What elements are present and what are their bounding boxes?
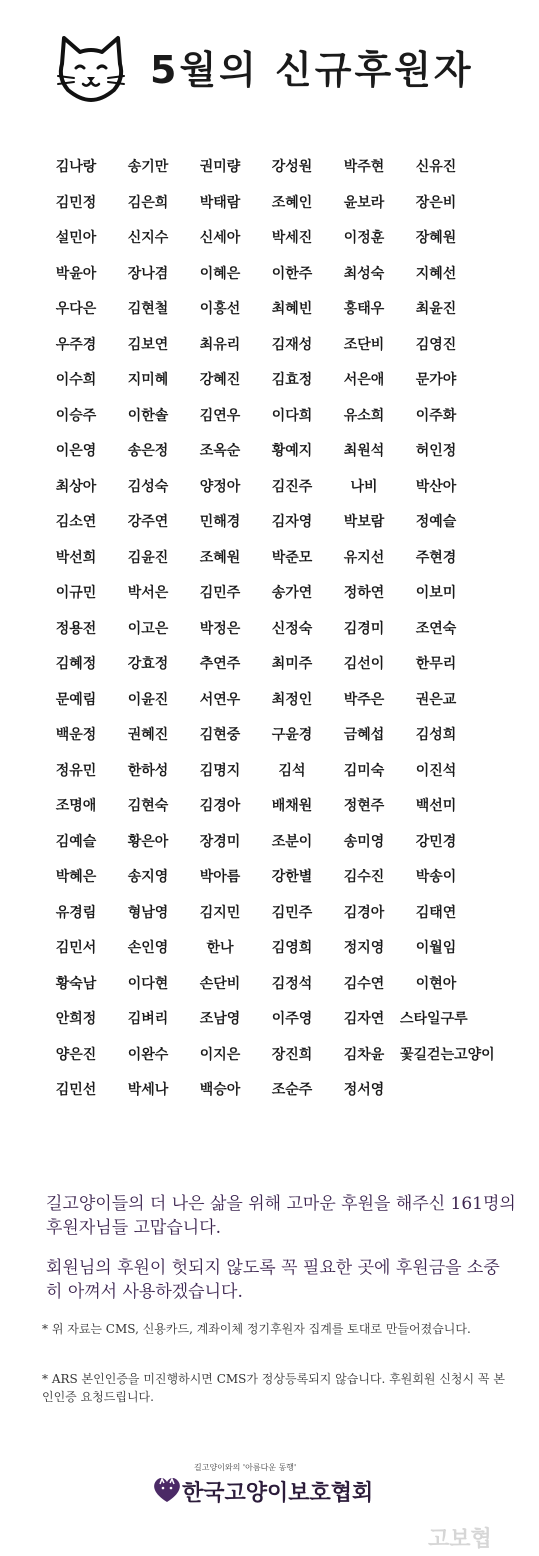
donor-name: 김수진 [343, 869, 385, 885]
ars-auth-note: * ARS 본인인증을 미진행하시면 CMS가 정상등록되지 않습니다. 후원회원 신청시 꼭 본인인증 요청드립니다. [42, 1372, 505, 1404]
donor-name: 안희정 [55, 1011, 97, 1027]
donor-name: 백선미 [415, 798, 457, 814]
donor-name: 추연주 [199, 656, 241, 672]
org-tagline: 길고양이와의 '아름다운 동행' [194, 1463, 297, 1472]
donor-name: 장진희 [271, 1046, 313, 1063]
donor-name: 김미숙 [343, 762, 385, 779]
donor-name: 나비 [350, 478, 378, 495]
donor-name: 김혜정 [55, 656, 97, 672]
donor-name: 강혜진 [199, 372, 241, 388]
donor-name: 최혜빈 [271, 301, 313, 317]
donor-name: 문가야 [415, 372, 457, 388]
donor-name: 장경미 [199, 833, 241, 850]
donor-name: 유경림 [55, 904, 97, 921]
donor-name: 박산아 [415, 478, 457, 495]
donor-name: 양정아 [199, 478, 241, 495]
donor-name: 박태람 [199, 194, 241, 211]
donor-name: 최윤진 [415, 301, 457, 317]
donor-name: 이고은 [127, 620, 169, 637]
donor-name: 최성숙 [343, 265, 385, 282]
donor-name: 한나 [206, 940, 234, 956]
organization-logo [150, 1462, 390, 1512]
header [0, 0, 539, 120]
donor-name: 김은희 [127, 194, 169, 211]
thanks-message: 길고양이들의 더 나은 삶을 위해 고마운 후원을 해주신 161명의 후원자님들 고맙습니다. [46, 1194, 516, 1238]
donor-name: 이규민 [55, 585, 97, 601]
donor-name: 이주화 [415, 407, 457, 424]
donor-name-grid [40, 150, 530, 1109]
donor-name: 이정훈 [343, 230, 385, 246]
donor-name: 김효정 [271, 372, 313, 388]
donor-name: 유지선 [343, 549, 385, 566]
donor-name: 황은아 [127, 833, 169, 850]
donor-name: 최유리 [199, 336, 241, 353]
donor-name: 주현경 [415, 549, 457, 566]
donor-name: 김성숙 [127, 478, 169, 495]
donor-name: 이진석 [415, 762, 457, 779]
donor-name: 김지민 [199, 904, 241, 921]
donor-name: 정지영 [343, 940, 385, 956]
donor-name: 정현주 [343, 798, 385, 814]
donor-name: 김정석 [271, 975, 313, 992]
donor-name: 지미혜 [127, 372, 169, 388]
donor-name: 김진주 [271, 478, 313, 495]
donor-name: 김영희 [271, 940, 313, 956]
donor-name: 서은애 [343, 372, 385, 388]
donor-name: 금혜섭 [343, 727, 385, 743]
donor-name: 송지영 [127, 869, 169, 885]
donor-name: 강주연 [127, 514, 169, 530]
donor-name: 박정은 [199, 620, 241, 637]
donor-name: 이홍선 [199, 301, 241, 317]
donor-name: 조옥순 [199, 443, 241, 459]
donor-name: 박윤아 [55, 265, 97, 282]
donor-name: 조분이 [271, 833, 313, 850]
donor-name: 김나랑 [55, 159, 97, 175]
donor-name: 구윤경 [271, 727, 313, 743]
heart-cat-logo-icon [150, 1472, 184, 1506]
donor-name: 신지수 [127, 230, 169, 246]
donor-name: 김보연 [127, 336, 169, 353]
donor-name: 이한주 [271, 265, 313, 282]
donor-name: 김경아 [343, 904, 385, 921]
donor-name: 김자연 [343, 1011, 385, 1027]
donor-name: 양은진 [55, 1046, 97, 1063]
donor-name: 우다은 [55, 301, 97, 317]
donor-name: 조혜인 [271, 194, 313, 211]
donor-name: 민해경 [199, 514, 241, 530]
donor-name: 권혜진 [127, 727, 169, 743]
donor-name: 박혜은 [55, 869, 97, 885]
donor-name: 신세아 [199, 230, 241, 246]
donor-name: 이은영 [55, 443, 97, 459]
donor-name: 박서은 [127, 585, 169, 601]
donor-name: 김현철 [127, 301, 169, 317]
donor-name: 김민주 [271, 904, 313, 921]
donor-name: 정유민 [55, 762, 97, 779]
donor-name: 황예지 [271, 443, 313, 459]
donor-name: 신정숙 [271, 620, 313, 637]
donor-name: 김민주 [199, 585, 241, 601]
donor-name: 조남영 [199, 1011, 241, 1027]
donor-name: 형남영 [127, 904, 169, 921]
watermark: 고보협 [428, 1527, 492, 1552]
donor-name: 박세나 [127, 1082, 169, 1098]
donor-name: 이현아 [415, 975, 457, 992]
donor-name: 신유진 [415, 159, 457, 175]
donor-name: 이윤진 [127, 691, 169, 708]
donor-name: 한무리 [415, 656, 457, 672]
donor-name: 이완수 [127, 1046, 169, 1063]
donor-name: 이지은 [199, 1046, 241, 1063]
donor-name: 손단비 [199, 975, 241, 992]
donor-name: 조순주 [271, 1082, 313, 1098]
donor-name: 정하연 [343, 585, 385, 601]
donor-name: 김경아 [199, 798, 241, 814]
donor-name: 백운정 [55, 727, 97, 743]
donor-name: 박주은 [343, 691, 385, 708]
donor-name: 이다희 [271, 407, 313, 424]
donor-name: 박세진 [271, 230, 313, 246]
donor-name: 허인정 [415, 443, 457, 459]
donor-name: 유소희 [343, 407, 385, 424]
donor-name: 박보람 [343, 514, 385, 530]
donor-name: 장혜원 [415, 230, 457, 246]
donor-name: 김벼리 [127, 1011, 169, 1027]
donor-name: 스타일구루 [400, 1011, 468, 1027]
donor-name: 김선이 [343, 656, 385, 672]
donor-name: 이한솔 [127, 407, 169, 424]
donor-name: 김민선 [55, 1082, 97, 1098]
donor-name: 김차윤 [343, 1046, 385, 1063]
donor-name: 최정인 [271, 691, 313, 708]
data-source-note: * 위 자료는 CMS, 신용카드, 계좌이체 정기후원자 집계를 토대로 만들어졌습니다. [42, 1322, 471, 1336]
promise-message: 회원님의 후원이 헛되지 않도록 꼭 필요한 곳에 후원금을 소중히 아껴서 사용하겠습니다. [46, 1258, 500, 1302]
donor-name: 정용전 [55, 620, 97, 637]
page-title: 5월의 신규후원자 [150, 48, 474, 92]
donor-name: 장나겸 [127, 265, 169, 282]
donor-name: 김명지 [199, 762, 241, 779]
donor-name: 이주영 [271, 1011, 313, 1027]
donor-name: 정예슬 [415, 514, 457, 530]
donor-name: 조단비 [343, 336, 385, 353]
donor-name: 김태연 [415, 904, 457, 921]
donor-name: 권은교 [415, 691, 457, 708]
donor-name: 김소연 [55, 514, 97, 530]
donor-name: 최상아 [55, 478, 97, 495]
donor-name: 김재성 [271, 336, 313, 353]
donor-name: 김경미 [343, 620, 385, 637]
donor-name: 박준모 [271, 549, 313, 566]
cat-face-icon [52, 34, 130, 102]
donor-name: 윤보라 [343, 194, 385, 211]
donor-name: 최원석 [343, 443, 385, 459]
donor-name: 조명애 [55, 798, 97, 814]
donor-name: 이다현 [127, 975, 169, 992]
donor-name: 설민아 [55, 230, 97, 246]
donor-name: 정서영 [343, 1082, 385, 1098]
donor-name: 김예슬 [55, 833, 97, 850]
donor-name: 이승주 [55, 407, 97, 424]
donor-name: 강한별 [271, 869, 313, 885]
donor-name: 이혜은 [199, 265, 241, 282]
donor-name: 송은정 [127, 443, 169, 459]
donor-name: 김현중 [199, 727, 241, 743]
donor-name: 이보미 [415, 585, 457, 601]
donor-name: 김연우 [199, 407, 241, 424]
donor-name: 김석 [278, 762, 306, 779]
donor-name: 박송이 [415, 869, 457, 885]
donor-name: 최미주 [271, 656, 313, 672]
donor-name: 김민서 [55, 940, 97, 956]
donor-name: 강성원 [271, 159, 313, 175]
donor-name: 강효정 [127, 656, 169, 672]
donor-name: 박아름 [199, 869, 241, 885]
donor-name: 조연숙 [415, 620, 457, 637]
donor-name: 손인영 [127, 940, 169, 956]
donor-name: 조혜원 [199, 549, 241, 566]
donor-name: 강민경 [415, 833, 457, 850]
donor-name: 한하성 [127, 762, 169, 779]
donor-name: 송기만 [127, 159, 169, 175]
donor-name: 송가연 [271, 585, 313, 601]
donor-name: 이월임 [415, 940, 457, 956]
donor-name: 백승아 [199, 1082, 241, 1098]
donor-name: 김윤진 [127, 549, 169, 566]
donor-name: 김민정 [55, 194, 97, 211]
donor-name: 배채원 [271, 798, 313, 814]
donor-name: 송미영 [343, 833, 385, 850]
donor-name: 김현숙 [127, 798, 169, 814]
donor-name: 서연우 [199, 691, 241, 708]
donor-name: 이수희 [55, 372, 97, 388]
donor-name: 김수연 [343, 975, 385, 992]
donor-name: 황숙남 [55, 975, 97, 992]
donor-name: 우주경 [55, 336, 97, 353]
donor-name: 김영진 [415, 336, 457, 353]
donor-name: 김자영 [271, 514, 313, 530]
donor-name: 지혜선 [415, 265, 457, 282]
org-name: 한국고양이보호협회 [182, 1481, 374, 1506]
donor-name: 권미량 [199, 159, 241, 175]
donor-name: 장은비 [415, 194, 457, 211]
donor-name: 박주현 [343, 159, 385, 175]
donor-name: 김성희 [415, 727, 457, 743]
donor-name: 꽃길걷는고양이 [400, 1046, 495, 1063]
donor-name: 문예림 [55, 691, 97, 708]
donor-name: 홍태우 [343, 301, 385, 317]
donor-name: 박선희 [55, 549, 97, 566]
